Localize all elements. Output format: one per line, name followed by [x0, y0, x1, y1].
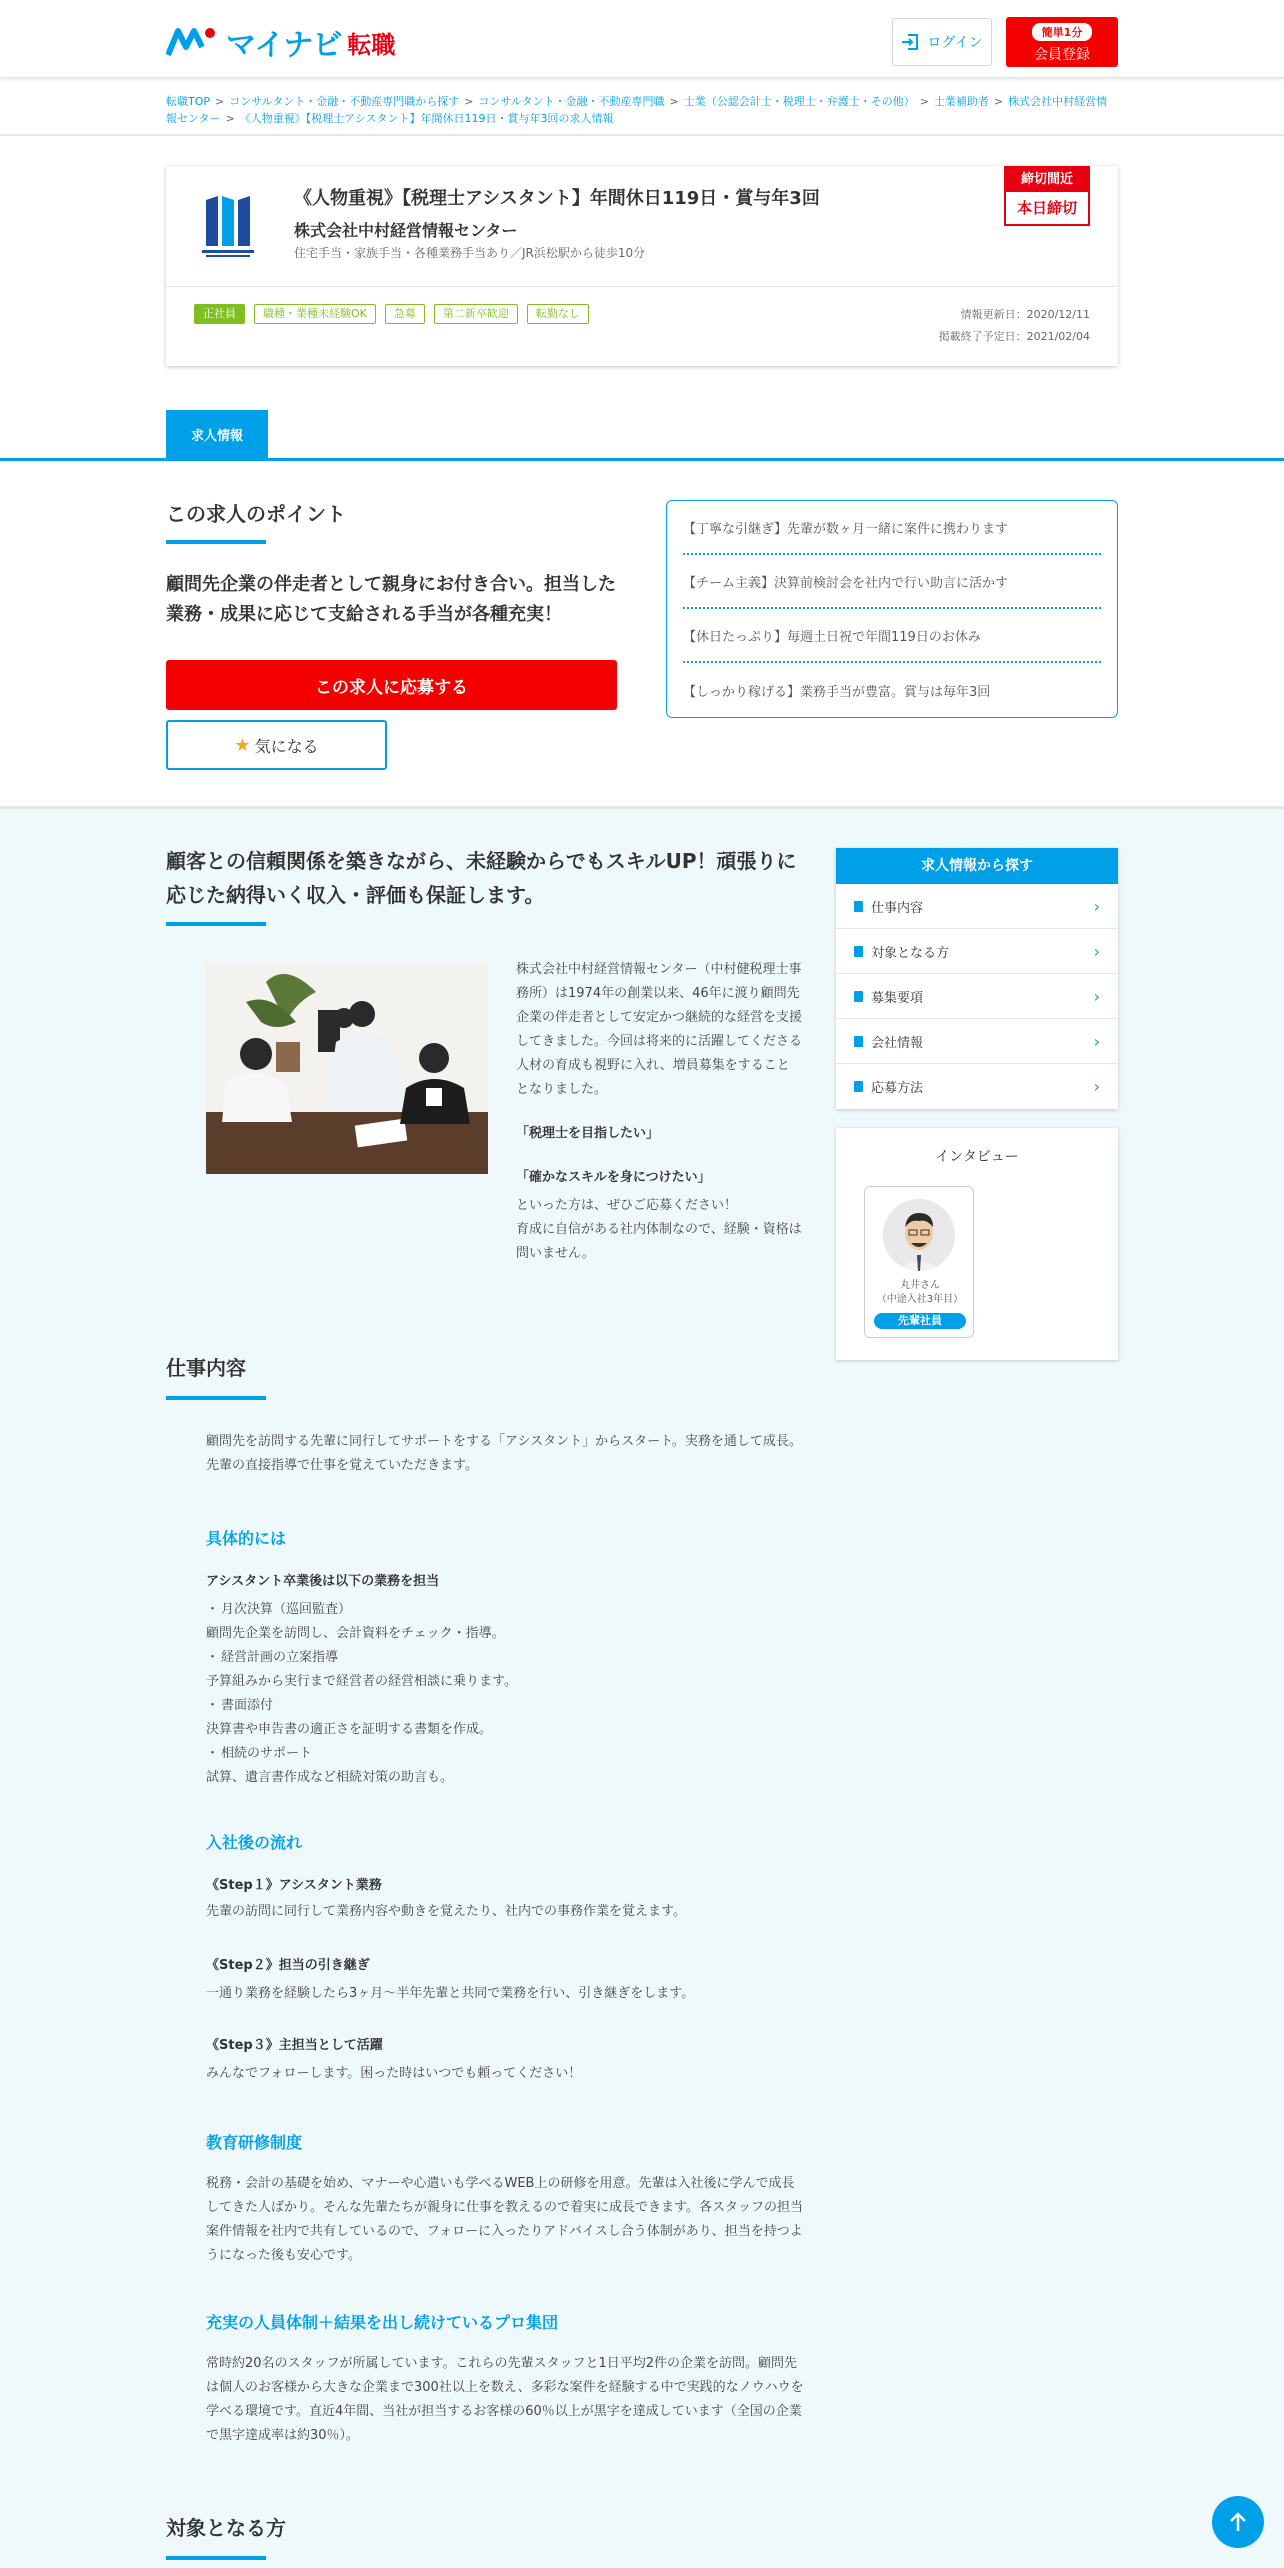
tab-rule	[0, 458, 1284, 461]
company-logo	[200, 192, 256, 262]
login-label: ログイン	[927, 35, 983, 51]
breadcrumb-item[interactable]: 転職TOP	[166, 95, 211, 108]
document-icon	[854, 1036, 863, 1047]
breadcrumb: 転職TOP > コンサルタント・金融・不動産専門職から探す > コンサルタント・金融・不動産専門職 > 士業（公認会計士・税理士・弁護士・その他） > 士業補助者 > 株式会社中村経営情報センター > 《人物重視》【税理士アシスタント】年間休日119日・賞与年3回の求人情報	[166, 95, 1108, 125]
point-item: 【丁寧な引継ぎ】先輩が数ヶ月一緒に案件に携わります	[683, 501, 1101, 555]
point-item: 【チーム主義】決算前検討会を社内で行い助言に活かす	[683, 555, 1101, 609]
interview-card[interactable]	[864, 1186, 974, 1338]
work-intro: 顧問先を訪問する先輩に同行してサポートをする「アシスタント」からスタート。実務を通して成長。先輩の直接指導で仕事を覚えていただきます。	[206, 1434, 802, 1473]
intro-quote: 「税理士を目指したい」	[516, 1126, 660, 1141]
heading-underline	[166, 1396, 266, 1400]
duty-title: ・ 経営計画の立案指導	[206, 1646, 806, 1670]
breadcrumb-item[interactable]: コンサルタント・金融・不動産専門職	[478, 95, 665, 108]
deadline-badge	[1004, 166, 1090, 226]
login-button[interactable]	[892, 18, 992, 66]
duty-title: ・ 月次決算（巡回監査）	[206, 1598, 806, 1622]
step-title: 《Step３》主担当として活躍	[206, 2038, 383, 2053]
points-heading: この求人のポイント	[166, 502, 346, 526]
job-info-nav	[836, 848, 1118, 1109]
register-label: 会員登録	[1034, 47, 1090, 63]
job-tags	[194, 304, 598, 324]
document-icon	[854, 1081, 863, 1092]
favorite-button[interactable]	[166, 720, 387, 770]
step-title: 《Step１》アシスタント業務	[206, 1878, 382, 1893]
divider	[166, 286, 1118, 287]
intro-heading: 顧客との信頼関係を築きながら、未経験からでもスキルUP！頑張りに応じた納得いく収入・評価も保証します。	[166, 849, 797, 907]
interviewee-avatar	[883, 1199, 955, 1271]
tag: 転勤なし	[527, 304, 589, 324]
chevron-right-icon: ›	[1093, 1031, 1100, 1051]
nav-item-work[interactable]	[836, 884, 1118, 929]
interview-title: インタビュー	[935, 1149, 1019, 1165]
job-title: 《人物重視》【税理士アシスタント】年間休日119日・賞与年3回	[294, 188, 820, 209]
step-desc: みんなでフォローします。困った時はいつでも頼ってください！	[206, 2066, 582, 2081]
scroll-to-top-button[interactable]	[1212, 2496, 1264, 2548]
arrow-up-icon	[1228, 2511, 1248, 2533]
training-heading: 教育研修制度	[206, 2133, 303, 2152]
star-icon: ★	[234, 734, 251, 756]
divider	[0, 134, 1284, 136]
end-date: 掲載終了予定日：2021/02/04	[938, 330, 1090, 343]
duty-desc: 顧問先企業を訪問し、会計資料をチェック・指導。	[206, 1626, 505, 1641]
intro-text	[516, 958, 802, 1286]
logo-sub: 転職	[347, 30, 396, 59]
point-item: 【しっかり稼げる】業務手当が豊富。賞与は毎年3回	[683, 684, 991, 700]
interview-panel	[836, 1128, 1118, 1360]
logo-text: マイナビ	[226, 28, 342, 63]
training-text: 税務・会計の基礎を始め、マナーや心遣いも学べるWEB上の研修を用意。先輩は入社後に学んで成長してきた人ばかり。そんな先輩たちが親身に仕事を教えるので着実に成長できます。各スタッフの担当案件情報を社内で共有しているので、フォローに入ったりアドバイスし合う体制があり、担当を持つようになった後も安心です。	[206, 2176, 803, 2263]
office-photo	[206, 962, 488, 1174]
job-subtitle: 住宅手当・家族手当・各種業務手当あり／JR浜松駅から徒歩10分	[294, 246, 646, 260]
nav-item-apply[interactable]	[836, 1064, 1118, 1109]
breadcrumb-item[interactable]: 士業補助者	[933, 95, 989, 108]
register-button[interactable]	[1006, 17, 1118, 67]
duty-desc: 試算、遺言書作成など相続対策の助言も。	[206, 1770, 454, 1785]
point-item: 【休日たっぷり】毎週土日祝で年間119日のお休み	[683, 609, 1101, 663]
breadcrumb-current: 《人物重視》【税理士アシスタント】年間休日119日・賞与年3回の求人情報	[239, 112, 614, 125]
job-info-nav-header: 求人情報から探す	[836, 848, 1118, 884]
nav-item-label: 仕事内容	[871, 900, 924, 916]
nav-item-target[interactable]	[836, 929, 1118, 974]
chevron-right-icon: ›	[1093, 1077, 1100, 1096]
job-summary-card	[166, 166, 1118, 366]
tag: 第二新卒歓迎	[434, 304, 518, 324]
intro-paragraph: 株式会社中村経営情報センター（中村健税理士事務所）は1974年の創業以来、46年に渡り顧問先企業の伴走者として安定かつ継続的な経営を支援してきました。今回は将来的に活躍してくださる人材の育成も視野に入れ、増員募集をすることとなりました。	[516, 962, 803, 1097]
register-pill: 簡単1分	[1032, 23, 1093, 41]
chevron-right-icon: ›	[1093, 986, 1100, 1006]
team-text: 常時約20名のスタッフが所属しています。これらの先輩スタッフと1日平均2件の企業を訪問。顧問先は個人のお客様から大きな企業まで300社以上を数え、多彩な案件を経験する中で実践的なノウハウを学べる環境です。直近4年間、当社が担当するお客様の60％以上が黒字を達成しています（全国の企業で黒字達成率は約30％）。	[206, 2356, 804, 2443]
concrete-heading: 具体的には	[206, 1529, 287, 1548]
points-list	[666, 500, 1118, 718]
heading-underline	[166, 540, 266, 544]
chevron-right-icon: ›	[1093, 896, 1100, 916]
document-icon	[854, 901, 863, 912]
heading-underline	[166, 922, 266, 926]
document-icon	[854, 946, 863, 957]
tag-employment-type: 正社員	[194, 304, 245, 324]
duty-title: ・ 相続のサポート	[206, 1742, 806, 1766]
concrete-lead: アシスタント卒業後は以下の業務を担当	[206, 1574, 440, 1589]
login-icon	[901, 33, 919, 51]
breadcrumb-item[interactable]: コンサルタント・金融・不動産専門職から探す	[229, 95, 460, 108]
breadcrumb-item[interactable]: 士業（公認会計士・税理士・弁護士・その他）	[683, 95, 915, 108]
deadline-badge-bottom: 本日締切	[1016, 199, 1077, 217]
nav-item-requirements[interactable]	[836, 974, 1118, 1019]
step-title: 《Step２》担当の引き継ぎ	[206, 1958, 370, 1973]
duties-list	[206, 1598, 806, 1790]
interviewee-meta: （中途入社3年目）	[876, 1294, 964, 1305]
nav-item-label: 会社情報	[871, 1035, 924, 1051]
duty-desc: 予算組みから実行まで経営者の経営相談に乗ります。	[206, 1674, 517, 1689]
team-heading: 充実の人員体制＋結果を出し続けているプロ集団	[206, 2313, 559, 2332]
duty-desc: 決算書や申告書の適正さを証明する書類を作成。	[206, 1722, 493, 1737]
nav-item-company[interactable]	[836, 1019, 1118, 1064]
company-name[interactable]: 株式会社中村経営情報センター	[294, 221, 518, 240]
deadline-badge-top: 締切間近	[1006, 168, 1088, 192]
step-desc: 先輩の訪問に同行して業務内容や動きを覚えたり、社内での事務作業を覚えます。	[206, 1904, 686, 1919]
job-dates	[939, 304, 1090, 348]
heading-underline	[166, 2556, 266, 2560]
duty-title: ・ 書面添付	[206, 1694, 806, 1718]
intro-paragraph: といった方は、ぜひご応募ください！ 育成に自信がある社内体制なので、経験・資格は問いません。	[516, 1198, 802, 1261]
intro-quote: 「確かなスキルを身につけたい」	[516, 1170, 711, 1185]
chevron-right-icon: ›	[1093, 941, 1100, 961]
interviewee-info	[865, 1279, 975, 1307]
tab-job-info[interactable]: 求人情報	[166, 410, 268, 458]
flow-heading: 入社後の流れ	[206, 1833, 303, 1852]
updated-date: 情報更新日：2020/12/11	[960, 308, 1090, 321]
nav-item-label: 応募方法	[871, 1081, 924, 1096]
site-logo[interactable]	[166, 24, 396, 63]
nav-item-label: 対象となる方	[871, 945, 950, 961]
points-lead: 顧問先企業の伴走者として親身にお付き合い。担当した業務・成果に応じて支給される手当が各種充実！	[166, 574, 616, 625]
target-heading: 対象となる方	[166, 2516, 286, 2540]
nav-item-label: 募集要項	[871, 990, 924, 1006]
tag: 職種・業種未経験OK	[254, 304, 376, 324]
step-desc: 一通り業務を経験したら3ヶ月～半年先輩と共同で業務を行い、引き継ぎをします。	[206, 1986, 695, 2001]
apply-button[interactable]: この求人に応募する	[166, 660, 617, 710]
site-header	[0, 0, 1284, 78]
document-icon	[854, 991, 863, 1002]
interviewee-name: 丸井さん	[900, 1280, 940, 1291]
favorite-label: 気になる	[254, 736, 319, 756]
interviewee-badge: 先輩社員	[874, 1313, 966, 1329]
logo-mark-icon	[166, 25, 222, 59]
breadcrumb-item[interactable]: 株式会社中村経営情報センター	[166, 95, 1108, 125]
work-heading: 仕事内容	[166, 1356, 246, 1380]
tag: 急募	[385, 304, 425, 324]
